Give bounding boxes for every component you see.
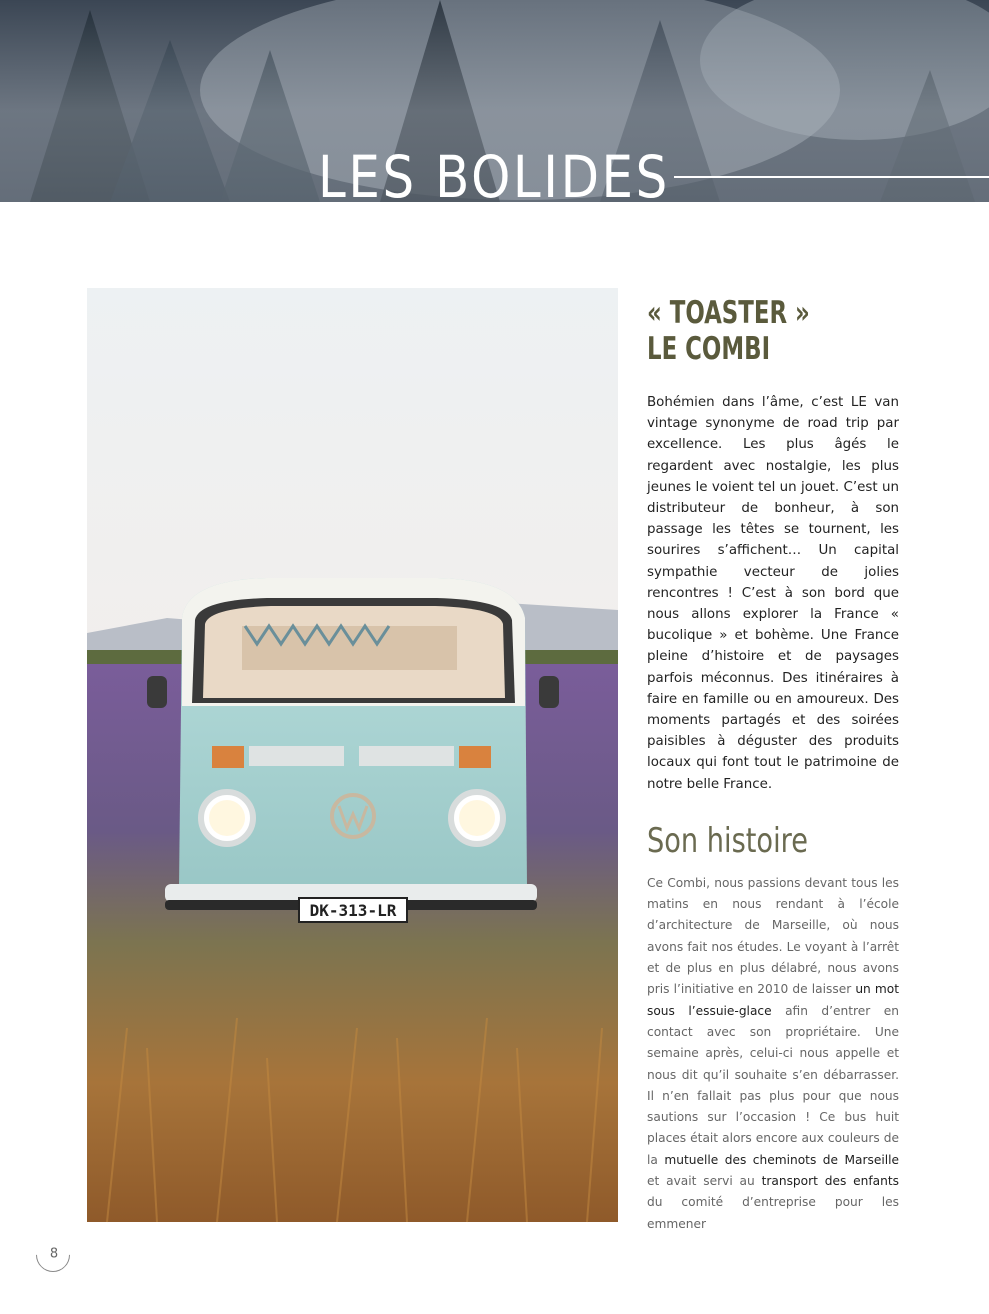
- van-illustration: [87, 288, 618, 1222]
- intro-text-rest: van vintage synonyme de road trip par excellence. Les plus âgés le regardent avec nostalgie, les plus jeunes le voient tel un jouet. C’est un distributeur de bonheur, à son passage les têtes se tournent, les sourires s’affichent… Un capital sympathie vecteur de jolies rencontres ! C’est à son bord que nous allons explorer la France « bucolique » et bohème. Une France pleine d’histoire et de paysages parfois méconnus. Des itinéraires à faire en famille ou en amoureux. Des moments partagés et des soirées paisibles à déguster des produits locaux qui font tout le patrimoine de notre belle France.: [647, 395, 899, 792]
- article-subtitle: LE COMBI: [647, 331, 771, 367]
- history-text: Ce Combi, nous passions devant tous les matins en nous rendant à l’école d’architecture de Marseille, où nous avons fait nos études. Le voyant à l’arrêt et de plus en plus délabré, nous avons pris l’initiative en 2010 de laisser: [647, 875, 899, 997]
- intro-text: Bohémien dans l’âme, c’est: [647, 395, 851, 410]
- intro-emphasis: LE: [850, 395, 867, 410]
- history-emphasis: un mot sous l’essuie-glace: [647, 982, 899, 1018]
- history-heading: Son histoire: [647, 820, 808, 861]
- history-text: afin d’entrer en contact avec son propriétaire. Une semaine après, celui-ci nous appelle et nous dit qu’il souhaite s’en débarrasser. Il n’en fallait pas plus pour que nous sautions sur l’occasion ! Ce bus huit places était alors encore aux couleurs de la: [647, 1003, 899, 1167]
- page-number-badge: [29, 1231, 77, 1279]
- history-text: et avait servi au: [647, 1174, 762, 1189]
- header-banner: [0, 0, 989, 211]
- combi-van-photo: [87, 288, 618, 1222]
- article-column: [647, 295, 900, 1231]
- article-kicker: « TOASTER »: [647, 295, 810, 331]
- page-number: 8: [49, 1246, 59, 1262]
- history-emphasis: transport des enfants: [761, 1174, 899, 1189]
- page-title: LES BOLIDES: [318, 143, 670, 211]
- intro-paragraph: [647, 392, 899, 795]
- license-plate: DK-313-LR: [309, 901, 397, 920]
- history-paragraph: [647, 873, 900, 1231]
- history-text: du comité d’entreprise pour les emmener: [647, 1195, 899, 1231]
- history-emphasis: mutuelle des cheminots de Marseille: [664, 1152, 900, 1167]
- title-rule: [674, 176, 989, 178]
